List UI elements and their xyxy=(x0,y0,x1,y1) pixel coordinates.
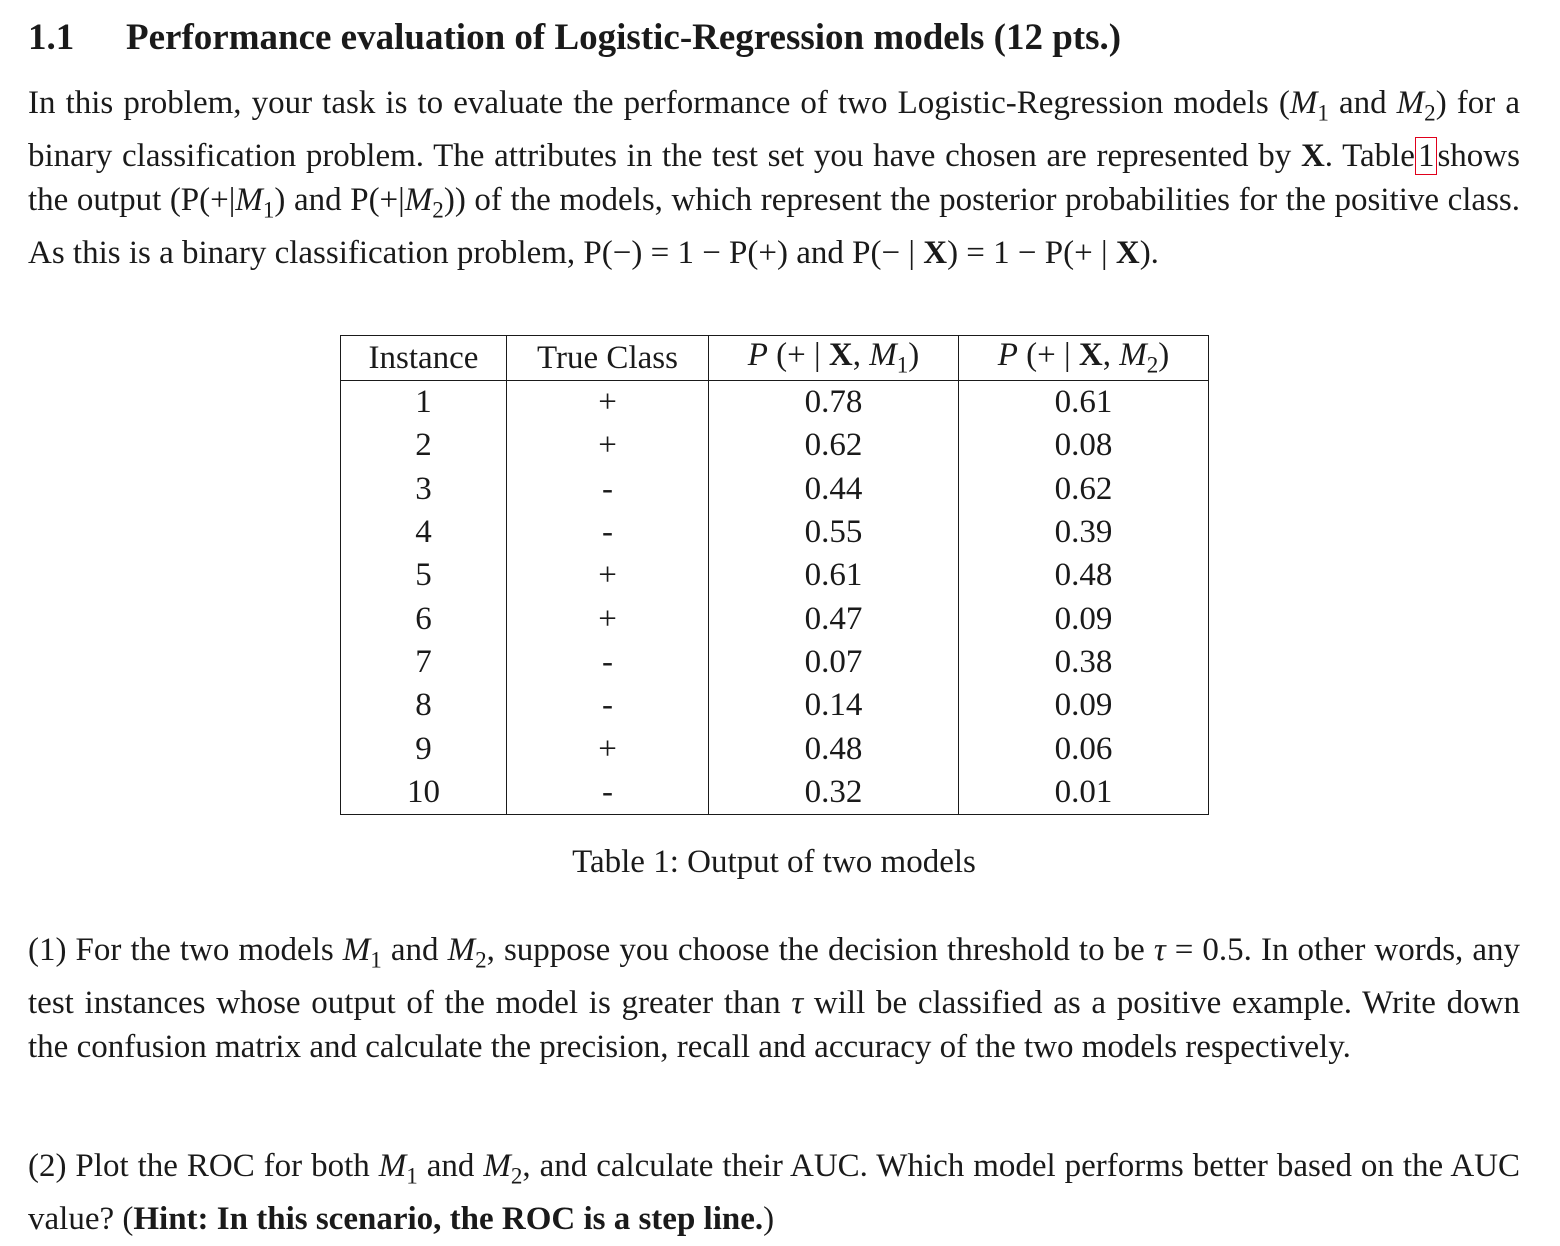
cell-instance: 10 xyxy=(341,771,507,815)
cell-p-m2: 0.08 xyxy=(959,424,1209,467)
table-row xyxy=(341,468,1209,511)
table-row xyxy=(341,641,1209,684)
cell-instance: 4 xyxy=(341,511,507,554)
table-row xyxy=(341,684,1209,727)
cell-true-class: + xyxy=(507,381,709,425)
question-2 xyxy=(28,1145,1520,1242)
cell-true-class: + xyxy=(507,597,709,640)
model-output-table xyxy=(340,335,1209,815)
table-header-row xyxy=(341,336,1209,381)
intro-text: shows the output (P(+| xyxy=(28,138,1520,218)
cell-true-class: + xyxy=(507,424,709,467)
math-bold-x: X xyxy=(1115,234,1140,271)
header-p-m1: P (+ | X, $M_1$) xyxy=(709,336,959,381)
q2-text: , and calculate their AUC. Which model performs better based on the AUC value? ( xyxy=(28,1148,1520,1238)
cell-p-m1: 0.14 xyxy=(709,684,959,727)
intro-text: and xyxy=(1328,85,1397,121)
math-m1: $M_1$ xyxy=(235,181,275,223)
table-row xyxy=(341,424,1209,467)
cell-p-m1: 0.47 xyxy=(709,597,959,640)
cell-p-m1: 0.61 xyxy=(709,554,959,597)
intro-text: )) of the models, which represent the posterior probabilities for the positive class. As this is a binary classification problem, P(−) = 1 − P(+) and P(− | xyxy=(28,181,1520,271)
q1-text: (1) For the two models xyxy=(28,932,343,968)
cell-p-m2: 0.06 xyxy=(959,727,1209,770)
question-1 xyxy=(28,929,1520,1069)
table-row xyxy=(341,727,1209,770)
cell-instance: 5 xyxy=(341,554,507,597)
header-instance: Instance xyxy=(341,336,507,381)
math-m2: $M_2$ xyxy=(483,1148,523,1189)
cell-p-m2: 0.39 xyxy=(959,511,1209,554)
q2-text: and xyxy=(417,1148,484,1184)
cell-p-m2: 0.61 xyxy=(959,381,1209,425)
intro-text: ) for a binary classification problem. The attributes in the test set you have chosen are represented by xyxy=(28,85,1520,175)
header-true-class: True Class xyxy=(507,336,709,381)
cell-instance: 1 xyxy=(341,381,507,425)
cell-p-m1: 0.44 xyxy=(709,468,959,511)
q2-text: ) xyxy=(763,1201,775,1238)
cell-true-class: + xyxy=(507,554,709,597)
cell-p-m1: 0.32 xyxy=(709,771,959,815)
table-body xyxy=(341,381,1209,815)
cell-p-m2: 0.09 xyxy=(959,597,1209,640)
q1-text: will be classified as a positive example. Write down the confusion matrix and calculate the precision, recall and accuracy of the two models respectively. xyxy=(28,985,1521,1065)
cell-instance: 3 xyxy=(341,468,507,511)
hint-text: Hint: In this scenario, the ROC is a step line. xyxy=(133,1201,764,1238)
q1-text: , suppose you choose the decision threshold to be xyxy=(486,932,1154,968)
section-heading xyxy=(28,14,1121,62)
cell-true-class: - xyxy=(507,511,709,554)
cell-p-m1: 0.55 xyxy=(709,511,959,554)
q2-text: (2) Plot the ROC for both xyxy=(28,1148,379,1184)
intro-text: . Table xyxy=(1324,138,1415,175)
intro-text: ) and P(+| xyxy=(274,181,405,218)
math-m1: $M_1$ xyxy=(1289,85,1329,126)
cell-p-m2: 0.38 xyxy=(959,641,1209,684)
header-p-m2: P (+ | X, $M_2$) xyxy=(959,336,1209,381)
cell-instance: 6 xyxy=(341,597,507,640)
cell-true-class: - xyxy=(507,641,709,684)
cell-true-class: - xyxy=(507,468,709,511)
math-tau: τ xyxy=(791,985,804,1022)
math-tau: τ xyxy=(1153,932,1166,968)
math-bold-x: X xyxy=(1300,138,1325,175)
q1-text: = 0.5. In other words, any test instances whose output of the model is greater than xyxy=(28,932,1521,1022)
intro-text: ) = 1 − P(+ | xyxy=(947,234,1116,271)
math-m1: $M_1$ xyxy=(342,932,382,973)
math-bold-x: X xyxy=(923,234,948,271)
cell-p-m2: 0.48 xyxy=(959,554,1209,597)
cell-p-m2: 0.01 xyxy=(959,771,1209,815)
cell-true-class: + xyxy=(507,727,709,770)
cell-instance: 9 xyxy=(341,727,507,770)
cell-p-m1: 0.78 xyxy=(709,381,959,425)
intro-text: In this problem, your task is to evaluate the performance of two Logistic-Regression models ( xyxy=(28,85,1290,121)
table-row xyxy=(341,511,1209,554)
math-m1: $M_1$ xyxy=(378,1148,418,1189)
cell-true-class: - xyxy=(507,771,709,815)
table-row xyxy=(341,554,1209,597)
table-caption: Table 1: Output of two models xyxy=(572,844,976,880)
math-m2: $M_2$ xyxy=(404,181,444,223)
cell-instance: 2 xyxy=(341,424,507,467)
cell-p-m1: 0.48 xyxy=(709,727,959,770)
cell-instance: 8 xyxy=(341,684,507,727)
math-m2: $M_2$ xyxy=(447,932,487,973)
cell-true-class: - xyxy=(507,684,709,727)
section-title: Performance evaluation of Logistic-Regression models (12 pts.) xyxy=(126,17,1122,58)
table-row xyxy=(341,771,1209,815)
cell-p-m1: 0.62 xyxy=(709,424,959,467)
cell-p-m1: 0.07 xyxy=(709,641,959,684)
table-row xyxy=(341,597,1209,640)
cell-p-m2: 0.62 xyxy=(959,468,1209,511)
cell-instance: 7 xyxy=(341,641,507,684)
q1-text: and xyxy=(381,932,448,968)
math-m2: $M_2$ xyxy=(1396,85,1436,126)
cell-p-m2: 0.09 xyxy=(959,684,1209,727)
table-reference-link[interactable]: 1 xyxy=(1415,137,1438,175)
intro-paragraph xyxy=(28,82,1520,275)
table-row xyxy=(341,381,1209,425)
section-number: 1.1 xyxy=(28,17,75,58)
intro-text: ). xyxy=(1139,234,1159,271)
